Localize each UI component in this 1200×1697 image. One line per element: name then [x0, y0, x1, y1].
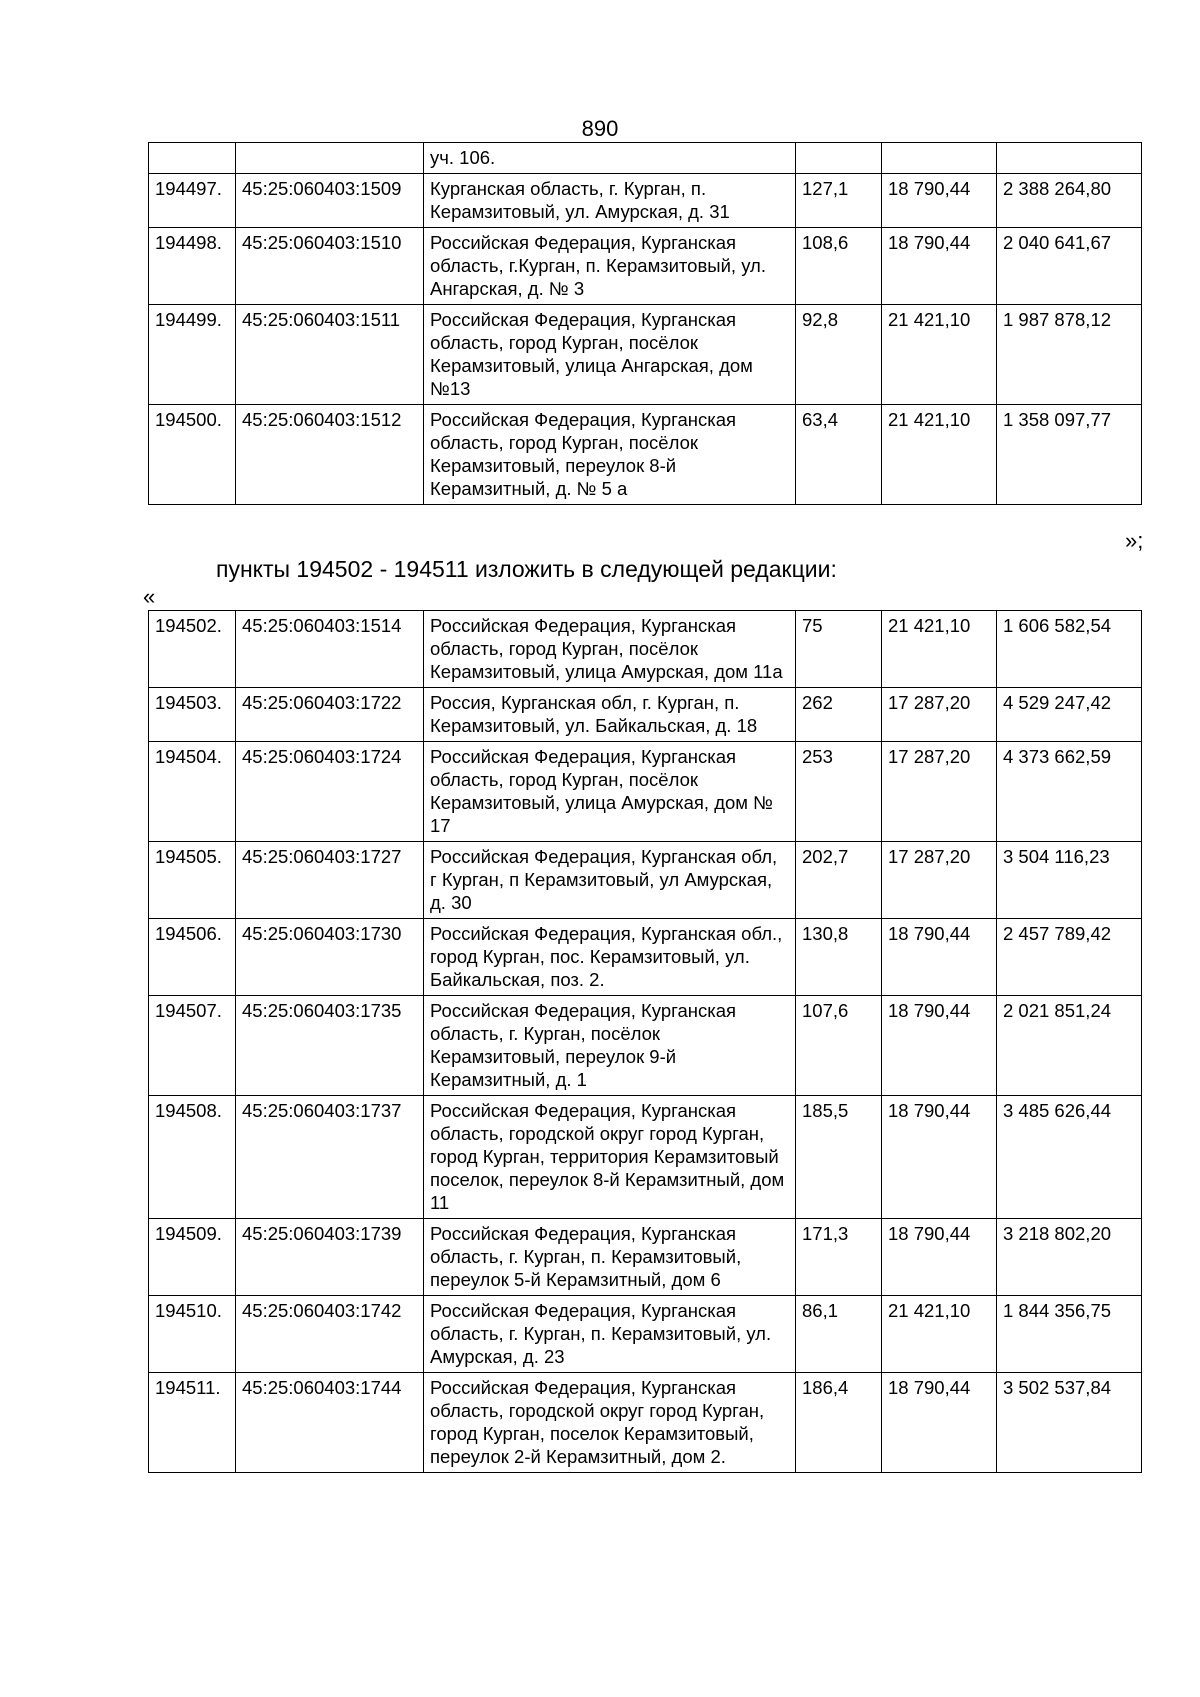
- unit-value-cell: 21 421,10: [882, 1296, 997, 1373]
- cadastral-value-cell: 2 457 789,42: [997, 919, 1142, 996]
- area-cell: 171,3: [796, 1219, 882, 1296]
- table-row: [149, 1296, 1142, 1373]
- unit-value-cell: 18 790,44: [882, 174, 997, 228]
- table-row: [149, 688, 1142, 742]
- address-cell: Российская Федерация, Курганская обл., город Курган, пос. Керамзитовый, ул. Байкальская, поз. 2.: [424, 919, 796, 996]
- area-cell: 262: [796, 688, 882, 742]
- records-table-bottom: [148, 610, 1142, 1473]
- address-cell: Российская Федерация, Курганская область, городской округ город Курган, город Курган, территория Керамзитовый поселок, переулок 8-й Керамзитный, дом 11: [424, 1096, 796, 1219]
- page-number: 890: [581, 116, 619, 141]
- row-number-cell: 194510.: [149, 1296, 236, 1373]
- cadastral-number-cell: 45:25:060403:1722: [236, 688, 424, 742]
- address-cell: Российская Федерация, Курганская область, г. Курган, п. Керамзитовый, переулок 5-й Керамзитный, дом 6: [424, 1219, 796, 1296]
- address-cell: уч. 106.: [424, 143, 796, 174]
- table-row: [149, 1373, 1142, 1473]
- row-number-cell: 194499.: [149, 305, 236, 405]
- address-cell: Российская Федерация, Курганская область, г. Курган, посёлок Керамзитовый, переулок 9-й Керамзитный, д. 1: [424, 996, 796, 1096]
- table-row: [149, 611, 1142, 688]
- cadastral-value-cell: 3 218 802,20: [997, 1219, 1142, 1296]
- unit-value-cell: 18 790,44: [882, 1219, 997, 1296]
- row-number-cell: 194508.: [149, 1096, 236, 1219]
- unit-value-cell: 21 421,10: [882, 405, 997, 505]
- row-number-cell: 194511.: [149, 1373, 236, 1473]
- cadastral-number-cell: 45:25:060403:1735: [236, 996, 424, 1096]
- cadastral-value-cell: 2 388 264,80: [997, 174, 1142, 228]
- cadastral-number-cell: 45:25:060403:1739: [236, 1219, 424, 1296]
- cadastral-value-cell: 1 606 582,54: [997, 611, 1142, 688]
- area-cell: 130,8: [796, 919, 882, 996]
- address-cell: Российская Федерация, Курганская обл, г Курган, п Керамзитовый, ул Амурская, д. 30: [424, 842, 796, 919]
- row-number-cell: [149, 143, 236, 174]
- table-row: [149, 143, 1142, 174]
- table-row: [149, 742, 1142, 842]
- unit-value-cell: [882, 143, 997, 174]
- table-row: [149, 174, 1142, 228]
- cadastral-value-cell: 1 987 878,12: [997, 305, 1142, 405]
- cadastral-number-cell: 45:25:060403:1509: [236, 174, 424, 228]
- unit-value-cell: 18 790,44: [882, 996, 997, 1096]
- unit-value-cell: 17 287,20: [882, 842, 997, 919]
- row-number-cell: 194502.: [149, 611, 236, 688]
- cadastral-value-cell: 3 502 537,84: [997, 1373, 1142, 1473]
- cadastral-number-cell: 45:25:060403:1512: [236, 405, 424, 505]
- table-row: [149, 305, 1142, 405]
- amendment-instruction: пункты 194502 - 194511 изложить в следующей редакции:: [216, 556, 837, 582]
- cadastral-number-cell: 45:25:060403:1724: [236, 742, 424, 842]
- address-cell: Российская Федерация, Курганская область, г. Курган, п. Керамзитовый, ул. Амурская, д. 23: [424, 1296, 796, 1373]
- unit-value-cell: 18 790,44: [882, 1373, 997, 1473]
- area-cell: 107,6: [796, 996, 882, 1096]
- address-cell: Россия, Курганская обл, г. Курган, п. Керамзитовый, ул. Байкальская, д. 18: [424, 688, 796, 742]
- area-cell: 185,5: [796, 1096, 882, 1219]
- area-cell: 86,1: [796, 1296, 882, 1373]
- area-cell: 75: [796, 611, 882, 688]
- area-cell: 92,8: [796, 305, 882, 405]
- table-row: [149, 996, 1142, 1096]
- cadastral-number-cell: 45:25:060403:1514: [236, 611, 424, 688]
- cadastral-value-cell: 3 485 626,44: [997, 1096, 1142, 1219]
- row-number-cell: 194509.: [149, 1219, 236, 1296]
- unit-value-cell: 21 421,10: [882, 305, 997, 405]
- cadastral-number-cell: 45:25:060403:1727: [236, 842, 424, 919]
- address-cell: Курганская область, г. Курган, п. Керамзитовый, ул. Амурская, д. 31: [424, 174, 796, 228]
- cadastral-number-cell: [236, 143, 424, 174]
- table-row: [149, 228, 1142, 305]
- opening-quote: «: [143, 584, 156, 609]
- row-number-cell: 194503.: [149, 688, 236, 742]
- cadastral-number-cell: 45:25:060403:1737: [236, 1096, 424, 1219]
- row-number-cell: 194504.: [149, 742, 236, 842]
- area-cell: 202,7: [796, 842, 882, 919]
- cadastral-value-cell: 4 529 247,42: [997, 688, 1142, 742]
- row-number-cell: 194497.: [149, 174, 236, 228]
- address-cell: Российская Федерация, Курганская область, город Курган, посёлок Керамзитовый, улица Амурская, дом 11а: [424, 611, 796, 688]
- address-cell: Российская Федерация, Курганская область, город Курган, посёлок Керамзитовый, улица Ангарская, дом №13: [424, 305, 796, 405]
- cadastral-value-cell: 3 504 116,23: [997, 842, 1142, 919]
- address-cell: Российская Федерация, Курганская область, городской округ город Курган, город Курган, поселок Керамзитовый, переулок 2-й Керамзитный, дом 2.: [424, 1373, 796, 1473]
- address-cell: Российская Федерация, Курганская область, город Курган, посёлок Керамзитовый, переулок 8-й Керамзитный, д. № 5 а: [424, 405, 796, 505]
- cadastral-value-cell: [997, 143, 1142, 174]
- row-number-cell: 194506.: [149, 919, 236, 996]
- cadastral-value-cell: 1 358 097,77: [997, 405, 1142, 505]
- area-cell: 127,1: [796, 174, 882, 228]
- cadastral-number-cell: 45:25:060403:1742: [236, 1296, 424, 1373]
- address-cell: Российская Федерация, Курганская область, город Курган, посёлок Керамзитовый, улица Амурская, дом № 17: [424, 742, 796, 842]
- row-number-cell: 194507.: [149, 996, 236, 1096]
- table-row: [149, 842, 1142, 919]
- area-cell: 63,4: [796, 405, 882, 505]
- records-table-top: [148, 142, 1142, 505]
- row-number-cell: 194505.: [149, 842, 236, 919]
- table-row: [149, 1219, 1142, 1296]
- area-cell: 253: [796, 742, 882, 842]
- unit-value-cell: 21 421,10: [882, 611, 997, 688]
- cadastral-value-cell: 1 844 356,75: [997, 1296, 1142, 1373]
- cadastral-value-cell: 2 021 851,24: [997, 996, 1142, 1096]
- table-row: [149, 1096, 1142, 1219]
- cadastral-value-cell: 2 040 641,67: [997, 228, 1142, 305]
- closing-quote: »;: [1125, 528, 1144, 553]
- unit-value-cell: 17 287,20: [882, 688, 997, 742]
- cadastral-value-cell: 4 373 662,59: [997, 742, 1142, 842]
- unit-value-cell: 18 790,44: [882, 919, 997, 996]
- table-row: [149, 405, 1142, 505]
- cadastral-number-cell: 45:25:060403:1730: [236, 919, 424, 996]
- cadastral-number-cell: 45:25:060403:1744: [236, 1373, 424, 1473]
- cadastral-number-cell: 45:25:060403:1511: [236, 305, 424, 405]
- row-number-cell: 194498.: [149, 228, 236, 305]
- address-cell: Российская Федерация, Курганская область, г.Курган, п. Керамзитовый, ул. Ангарская, д. № 3: [424, 228, 796, 305]
- unit-value-cell: 18 790,44: [882, 1096, 997, 1219]
- unit-value-cell: 18 790,44: [882, 228, 997, 305]
- area-cell: 186,4: [796, 1373, 882, 1473]
- cadastral-number-cell: 45:25:060403:1510: [236, 228, 424, 305]
- table-row: [149, 919, 1142, 996]
- row-number-cell: 194500.: [149, 405, 236, 505]
- area-cell: 108,6: [796, 228, 882, 305]
- unit-value-cell: 17 287,20: [882, 742, 997, 842]
- area-cell: [796, 143, 882, 174]
